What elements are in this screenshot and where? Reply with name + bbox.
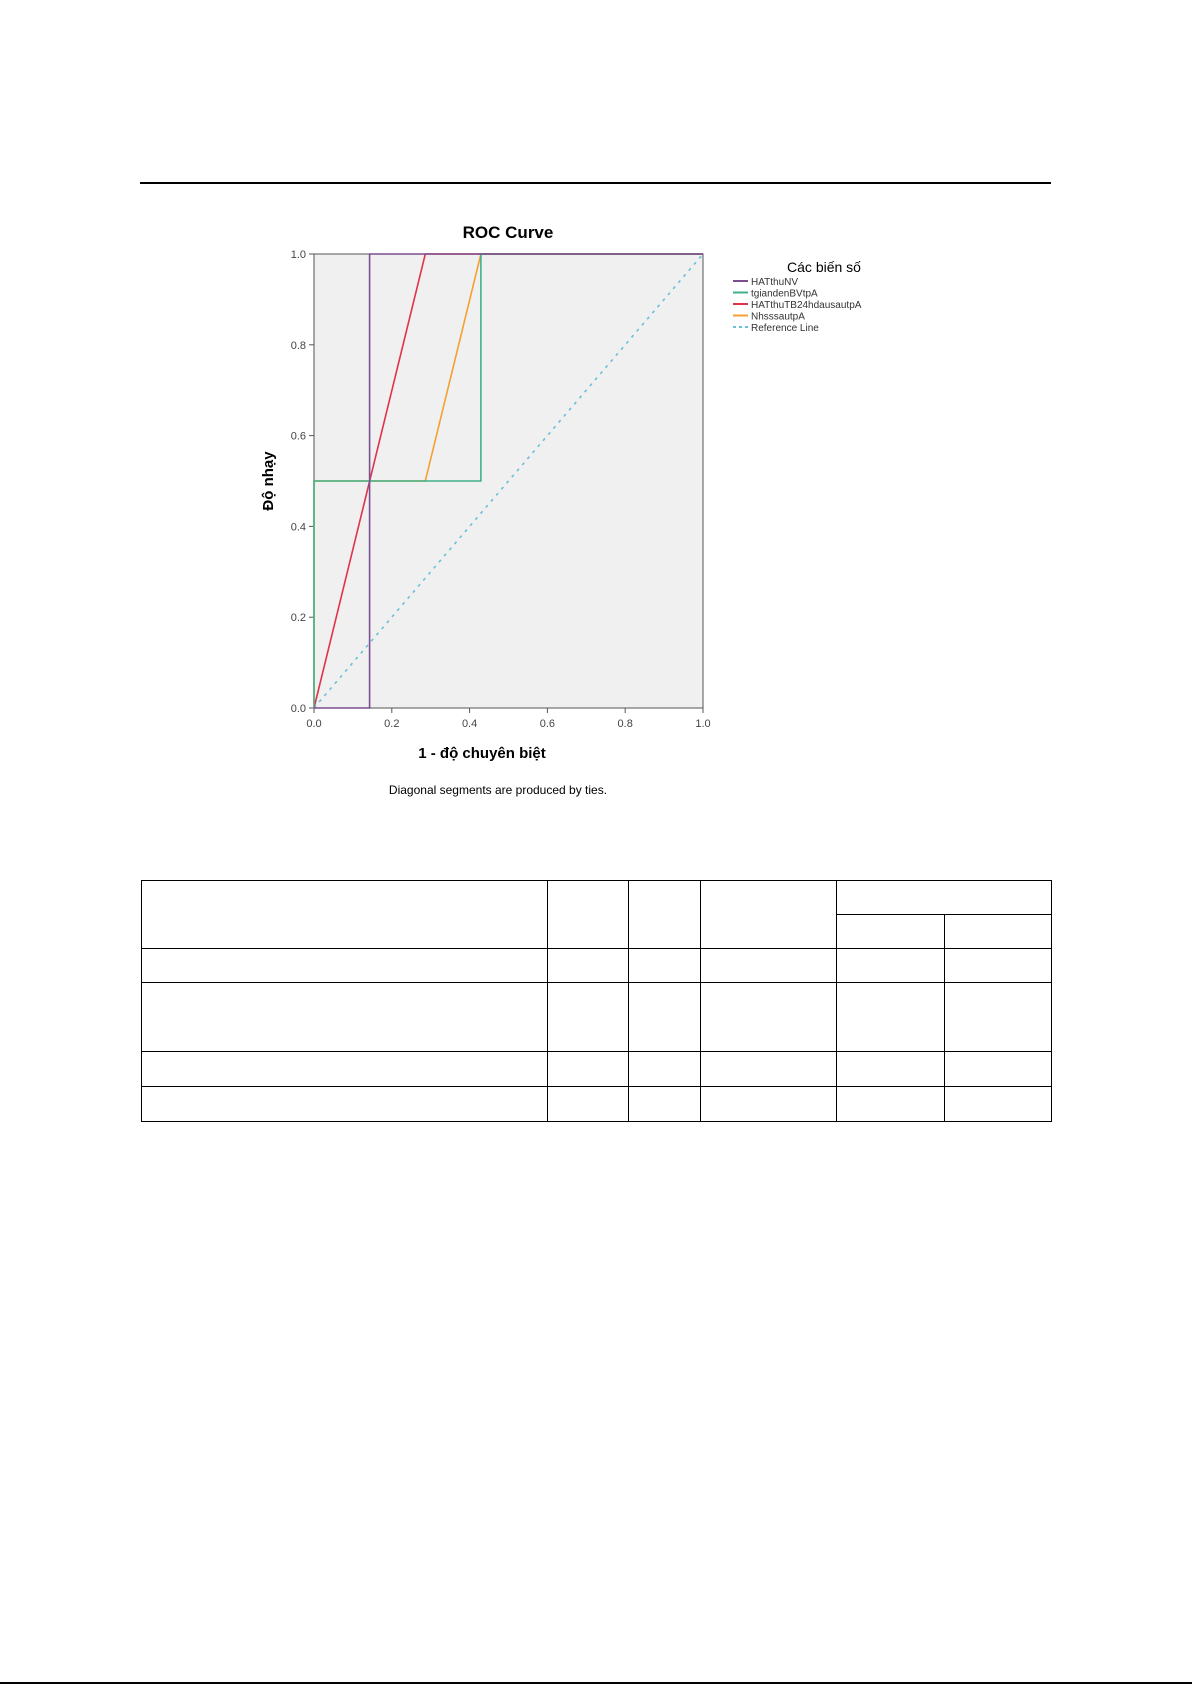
table-cell xyxy=(142,983,548,1052)
table-cell xyxy=(629,983,701,1052)
y-tick-label: 1.0 xyxy=(290,249,306,261)
y-axis-ticks xyxy=(291,249,314,715)
table-cell xyxy=(548,949,629,983)
table-cell xyxy=(701,1052,837,1087)
table-cell xyxy=(837,1087,945,1122)
chart-footnote: Diagonal segments are produced by ties. xyxy=(388,783,608,797)
table-row xyxy=(142,1087,1052,1122)
table-cell xyxy=(548,1052,629,1087)
table-cell xyxy=(945,915,1052,949)
table-cell xyxy=(945,1052,1052,1087)
y-tick-label: 0.0 xyxy=(290,703,306,715)
legend-entry: tgiandenBVtpA xyxy=(751,288,818,300)
data-table xyxy=(141,880,1052,1122)
x-tick-label: 0.2 xyxy=(384,718,400,730)
legend-title: Các biến số xyxy=(787,259,861,275)
x-tick-label: 0.6 xyxy=(539,718,556,730)
legend-entry: Reference Line xyxy=(751,323,819,334)
y-tick-label: 0.2 xyxy=(290,612,306,625)
table-cell xyxy=(701,881,837,949)
table-cell xyxy=(701,983,837,1052)
table-cell xyxy=(945,983,1052,1052)
y-axis-label: Độ nhạy xyxy=(260,451,277,511)
table-cell xyxy=(837,983,945,1052)
legend-entry: HATthuTB24hdausautpA xyxy=(751,300,862,311)
legend-entry: NhsssautpA xyxy=(751,311,805,323)
table-cell xyxy=(837,915,945,949)
y-tick-label: 0.4 xyxy=(290,521,306,534)
table-cell xyxy=(142,1052,548,1087)
table-row xyxy=(142,1052,1052,1087)
table-cell xyxy=(142,949,548,983)
table-cell xyxy=(945,949,1052,983)
table-cell xyxy=(837,881,1052,915)
table-cell xyxy=(945,1087,1052,1122)
bottom-rule xyxy=(0,1682,1192,1684)
x-axis-label: 1 - độ chuyên biệt xyxy=(418,745,546,762)
top-rule xyxy=(140,182,1051,184)
chart-title: ROC Curve xyxy=(462,223,554,242)
table-cell xyxy=(629,1052,701,1087)
table-cell xyxy=(548,983,629,1052)
table-row xyxy=(142,949,1052,983)
y-tick-label: 0.8 xyxy=(290,339,306,352)
table-cell xyxy=(701,949,837,983)
x-tick-label: 0.4 xyxy=(461,718,478,730)
x-tick-label: 0.0 xyxy=(306,718,322,730)
table-cell xyxy=(629,1087,701,1122)
table-cell xyxy=(629,881,701,949)
y-tick-label: 0.6 xyxy=(290,430,306,443)
table-cell xyxy=(837,949,945,983)
table-cell xyxy=(701,1087,837,1122)
table-cell xyxy=(142,1087,548,1122)
table-row xyxy=(142,983,1052,1052)
legend-entry: HATthuNV xyxy=(751,277,799,288)
table-cell xyxy=(629,949,701,983)
legend xyxy=(733,277,862,334)
table-cell xyxy=(548,881,629,949)
roc-chart xyxy=(240,220,960,820)
x-tick-label: 1.0 xyxy=(695,718,711,730)
table-cell xyxy=(837,1052,945,1087)
table-cell xyxy=(548,1087,629,1122)
x-axis-ticks xyxy=(306,708,710,730)
table-cell xyxy=(142,881,548,949)
x-tick-label: 0.8 xyxy=(617,718,633,730)
